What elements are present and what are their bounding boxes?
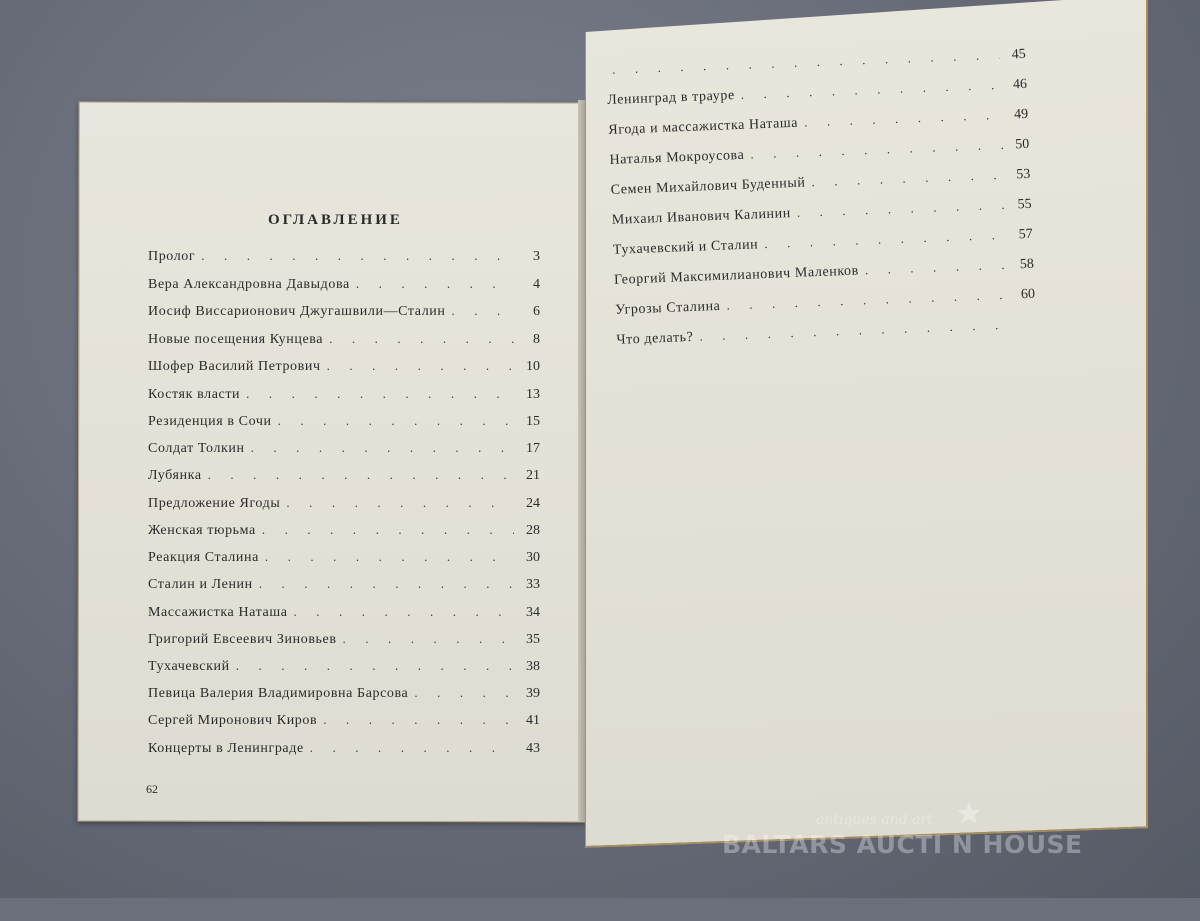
toc-leader-dots [796,197,1005,221]
toc-entry-page: 41 [526,713,540,728]
toc-entry-title: Тухачевский [148,659,230,674]
toc-entry-page [1016,328,1036,329]
page-number-footer: 62 [146,782,158,796]
crown-icon [954,800,984,826]
toc-entry-title: Предложение Ягоды [148,496,281,511]
toc-entry-page: 15 [526,414,540,429]
toc-entry-page: 38 [526,659,540,674]
toc-entry-title: Иосиф Виссарионович Джугашвили—Сталин [148,304,446,319]
toc-leader-dots [740,77,1001,103]
toc-entry-title: Сергей Миронович Киров [148,713,318,728]
toc-entry-page: 34 [526,605,540,620]
toc-entry-page: 4 [533,277,540,292]
toc-entry-title: Угрозы Сталина [615,298,721,318]
watermark [722,812,1122,872]
toc-entry-title: Певица Валерия Владимировна Барсова [148,686,409,701]
toc-entry-title: Тухачевский и Сталин [612,237,759,258]
toc-entry-page: 55 [1017,196,1032,213]
toc-leader-dots [811,167,1005,190]
toc-entry-title: Георгий Максимилианович Маленков [613,263,860,288]
toc-entry-page: 21 [526,468,540,483]
toc-entry-page: 24 [526,496,540,511]
toc-entry-title: Что делать? [616,329,694,348]
toc-entry [612,196,1032,232]
toc-entry-title: Новые посещения Кунцева [148,332,324,347]
toc-entry-page: 33 [526,577,540,592]
toc-entry-page: 3 [533,249,540,264]
toc-entry-page: 10 [526,359,540,374]
toc-entry [606,46,1026,82]
toc-entry-title: Шофер Василий Петрович [148,359,321,374]
toc-entry-page: 17 [526,441,540,456]
toc-entry [615,286,1035,322]
toc-entry-title: Михаил Иванович Калинин [611,206,792,228]
toc-entry-title: Семен Михайлович Буденный [610,175,806,198]
toc-entry [613,226,1033,262]
toc-entry-page: 45 [1011,46,1027,63]
toc-entry-page: 60 [1020,286,1036,303]
toc-entry-page: 53 [1016,166,1031,183]
toc-entry-title: Концерты в Ленинграде [148,741,304,756]
toc-leader-dots [699,317,1010,345]
watermark-brand: BALTARS AUCTI N HOUSE [722,830,1083,859]
toc-entry-page: 43 [526,741,540,756]
toc-entry-title: Резиденция в Сочи [148,414,272,429]
toc-leader-dots [804,107,1003,131]
toc-entry-page: 30 [526,550,540,565]
toc-entry [616,316,1036,352]
toc-entry-title: Сталин и Ленин [148,577,253,592]
toc-leader-dots [750,137,1004,163]
toc-heading: ОГЛАВЛЕНИЕ [268,212,403,228]
toc-entry [608,106,1028,142]
toc-entry-page: 39 [526,686,540,701]
toc-entry [610,166,1030,202]
toc-entry-page: 50 [1014,136,1030,153]
toc-entry-title: Лубянка [148,468,202,483]
toc-entry-title: Вера Александровна Давыдова [148,277,350,292]
toc-entry-page: 46 [1012,76,1028,93]
toc-leader-dots [764,227,1007,252]
toc-entry-page: 57 [1018,226,1033,243]
toc-entry-title: Костяк власти [148,387,241,402]
toc-entry-title: Солдат Толкин [148,441,245,456]
toc-entry-title: Женская тюрьма [148,523,256,538]
toc-entry-page: 58 [1019,256,1035,273]
toc-entry-title: Пролог [148,249,196,264]
toc-entry-page: 13 [526,387,540,402]
toc-leader-dots [612,47,1000,78]
toc-entry-page: 35 [526,632,540,647]
toc-entry-page: 6 [533,304,540,319]
toc-entry-page: 8 [533,332,540,347]
toc-entry-page: 49 [1013,106,1029,123]
toc-leader-dots [726,287,1009,314]
toc-entry [609,136,1029,172]
watermark-tagline: antiques and art [816,812,933,828]
toc-entry-title: Ягода и массажистка Наташа [608,115,799,138]
toc-entry [607,76,1027,112]
toc-entry [614,256,1034,292]
toc-entry-title: Реакция Сталина [148,550,259,565]
toc-entry-title: Массажистка Наташа [148,605,288,620]
toc-entry-title: Наталья Мокроусова [609,147,745,168]
toc-entry-page: 28 [526,523,540,538]
toc-leader-dots [865,257,1009,278]
toc-entry-title: Григорий Евсеевич Зиновьев [148,632,337,647]
toc-entry-title: Ленинград в трауре [606,88,736,109]
